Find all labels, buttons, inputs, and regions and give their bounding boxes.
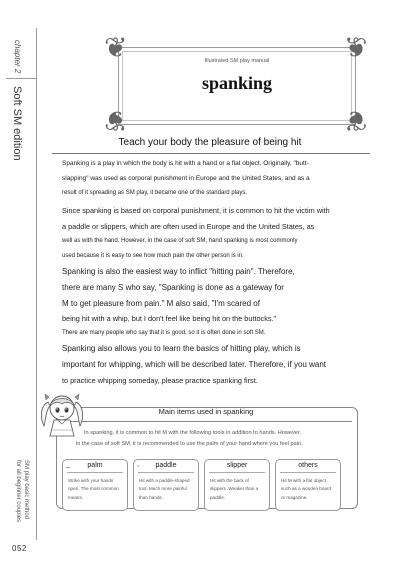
running-footer-line1: SM play basic method	[23, 460, 29, 520]
card-label: paddle	[155, 462, 177, 469]
edition-label: Soft SM edition	[11, 86, 23, 161]
body-line: slapping" was used as corporal punishment in Europe and the United States, and as a	[62, 175, 310, 182]
flourish-bottom-right-icon: ❦	[344, 104, 368, 137]
flourish-bottom-left-icon: ❦	[104, 104, 128, 137]
card-label: palm	[87, 462, 103, 469]
sidebar-separator	[6, 78, 36, 79]
item-card-slipper	[204, 459, 270, 511]
items-box-title: Main items used in spanking	[158, 407, 254, 416]
card-text: Hit M with a flat object such as a wooden board or magazine.	[281, 478, 332, 500]
body-line: well as with the hand. However, in the case of soft SM, hand spanking is most commonly	[62, 238, 298, 244]
card-marker: _	[66, 461, 70, 468]
body-line: a paddle or slippers, which are often used in Europe and the United States, as	[62, 222, 315, 231]
body-line: used because it is easy to see how much pain the other person is in.	[62, 253, 244, 259]
section-heading: Teach your body the pleasure of being hit	[118, 137, 302, 148]
manual-subtitle: Illustrated SM play manual	[204, 58, 270, 64]
flourish-top-right-icon: ❦	[344, 31, 368, 64]
card-rule	[209, 472, 265, 473]
card-marker: ,	[137, 461, 139, 468]
item-card-others	[275, 459, 341, 511]
card-text: Strike with your hands open. The most common means.	[68, 478, 119, 500]
body-line: important for whipping, which will be described later. Therefore, if you want	[62, 360, 326, 369]
item-card-paddle	[133, 459, 199, 511]
item-card-palm	[62, 459, 128, 511]
items-intro-line: In spanking, it is common to hit M with the following tools in addition to hands. However,	[84, 430, 302, 436]
card-text: Hit with the back of slippers. Weaker than a paddle.	[210, 478, 259, 500]
body-line: result of it spreading as SM play, it became one of the standard plays.	[62, 190, 247, 196]
items-intro-line: in the case of soft SM, it is recommended to use the palm of your hand where you feel pain.	[76, 441, 303, 447]
items-box-rule	[60, 421, 352, 422]
mascot-girl-illustration	[36, 388, 88, 440]
sidebar-rule	[36, 28, 37, 540]
card-rule	[280, 472, 336, 473]
card-label: others	[298, 462, 318, 469]
card-rule	[67, 472, 123, 473]
flourish-top-left-icon: ❦	[104, 31, 128, 64]
body-line: Spanking is a play in which the body is hit with a hand or a flat object. Originally, "butt-	[62, 160, 309, 167]
running-footer	[14, 460, 30, 522]
body-line: Since spanking is based on corporal punishment, it is common to hit the victim with	[62, 206, 330, 215]
body-line: there are many S who say, "Spanking is done as a gateway for	[62, 283, 284, 292]
running-footer-line2: for all beginner couples	[15, 460, 21, 523]
body-line: There are many people who say that it is good, so it is often done in soft SM.	[62, 330, 266, 336]
body-line: to practice whipping someday, please practice spanking first.	[62, 376, 258, 385]
body-line: Spanking also allows you to learn the basics of hitting play, which is	[62, 344, 301, 353]
body-line: being hit with a whip, but I don't feel like being hit on the buttocks."	[62, 314, 277, 323]
card-text: Hit with a paddle-shaped tool. Much more painful than hands.	[139, 478, 190, 500]
chapter-label: chapter 2	[13, 40, 22, 74]
page-number: 052	[12, 544, 27, 553]
section-rule	[52, 153, 370, 154]
card-label: slipper	[226, 462, 248, 469]
body-line: M to get pleasure from pain." M also said, "I'm scared of	[62, 299, 260, 308]
card-rule	[138, 472, 194, 473]
body-line: Spanking is also the easiest way to inflict "hitting pain". Therefore,	[62, 267, 295, 276]
page-title: spanking	[201, 73, 273, 93]
